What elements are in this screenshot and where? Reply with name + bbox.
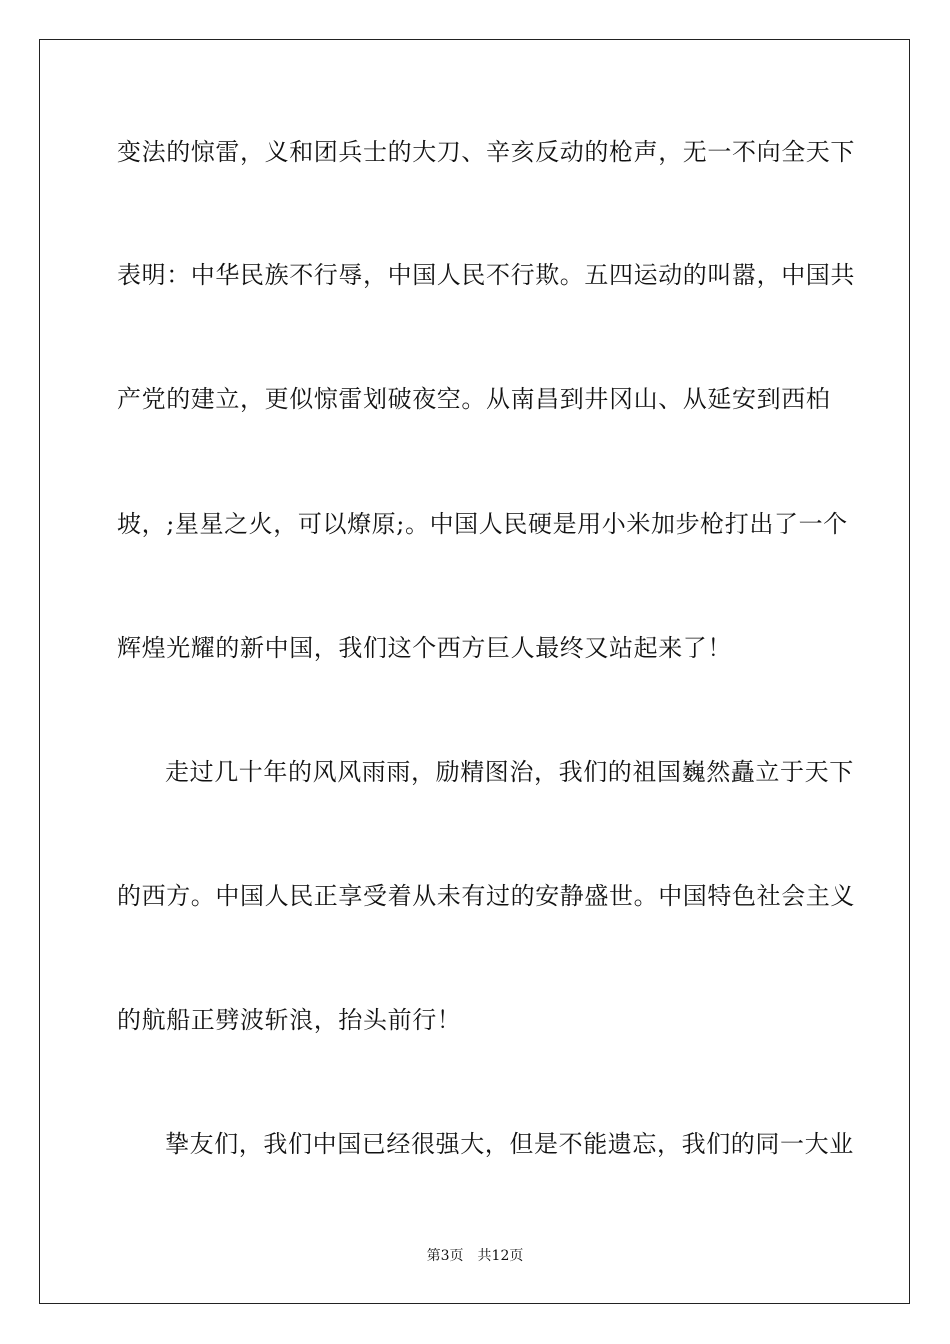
text-line: 产党的建立，更似惊雷划破夜空。从南昌到井冈山、从延安到西柏 — [117, 385, 831, 413]
text-line: 变法的惊雷，义和团兵士的大刀、辛亥反动的枪声，无一不向全天下 — [117, 138, 855, 166]
paragraph-start-line: 走过几十年的风风雨雨，励精图治，我们的祖国巍然矗立于天下 — [165, 758, 854, 786]
page-total: 共12页 — [477, 1248, 524, 1264]
text-line: 辉煌光耀的新中国，我们这个西方巨人最终又站起来了！ — [117, 634, 732, 662]
text-line: 的西方。中国人民正享受着从未有过的安静盛世。中国特色社会主义 — [117, 882, 855, 910]
paragraph-start-line: 挚友们，我们中国已经很强大，但是不能遗忘，我们的同一大业 — [165, 1130, 854, 1158]
page-border — [39, 39, 910, 1304]
page-footer — [0, 1247, 950, 1265]
text-line: 的航船正劈波斩浪，抬头前行！ — [117, 1006, 462, 1034]
text-line: 坡，;星星之火，可以燎原;。中国人民硬是用小米加步枪打出了一个 — [117, 510, 848, 538]
text-line: 表明：中华民族不行辱，中国人民不行欺。五四运动的叫嚣，中国共 — [117, 261, 855, 289]
page-number: 第3页 — [426, 1248, 464, 1264]
